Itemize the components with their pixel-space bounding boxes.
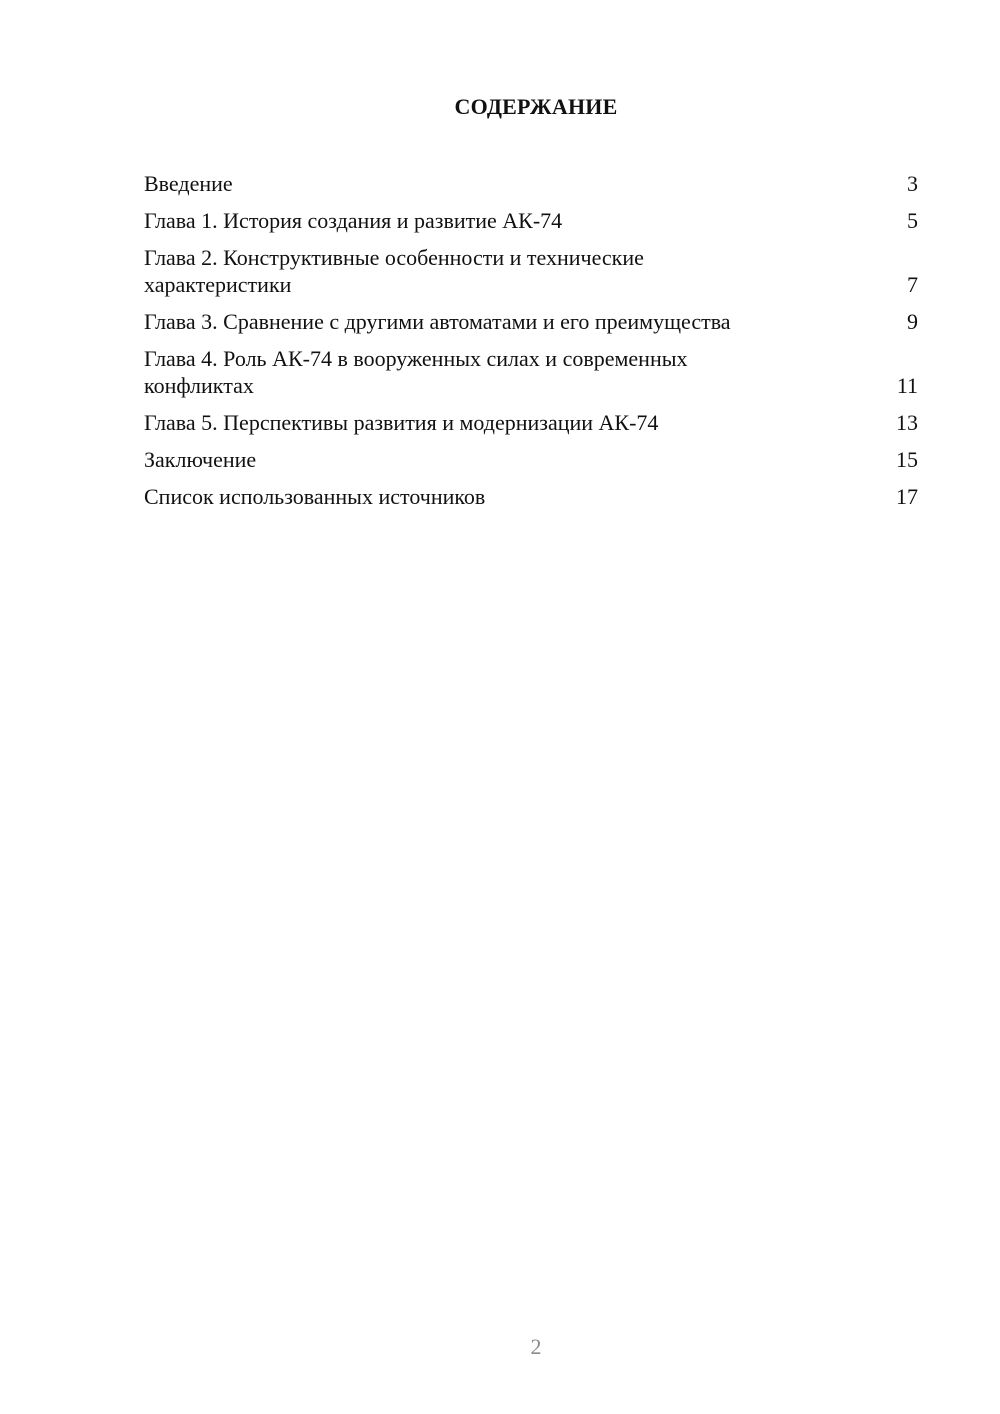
toc-entry-page-number: 13 <box>896 410 918 435</box>
page-title: СОДЕРЖАНИЕ <box>454 94 618 119</box>
toc-entry-page-number: 9 <box>907 309 918 334</box>
toc-entry-label: Глава 5. Перспективы развития и модернизации АК-74 <box>144 410 659 435</box>
toc-entry-page-number: 7 <box>907 272 918 297</box>
toc-entry-label: Глава 4. Роль АК-74 в вооруженных силах и современных конфликтах <box>144 346 688 398</box>
toc-entry-conclusion <box>144 446 918 473</box>
toc-entry-references <box>144 483 918 510</box>
toc-entry-label: Заключение <box>144 447 257 472</box>
toc-entry-chapter-1 <box>144 207 918 234</box>
toc-entry-label: Глава 2. Конструктивные особенности и технические характеристики <box>144 245 644 297</box>
toc-entry-chapter-4 <box>144 345 918 399</box>
table-of-contents <box>144 170 918 520</box>
toc-entry-chapter-3 <box>144 308 918 335</box>
toc-entry-page-number: 3 <box>907 171 918 196</box>
toc-entry-chapter-5 <box>144 409 918 436</box>
toc-entry-introduction <box>144 170 918 197</box>
toc-entry-page-number: 17 <box>896 484 918 509</box>
toc-entry-label: Глава 3. Сравнение с другими автоматами и его преимущества <box>144 309 731 334</box>
toc-entry-label: Глава 1. История создания и развитие АК-74 <box>144 208 563 233</box>
toc-entry-page-number: 15 <box>896 447 918 472</box>
toc-entry-page-number: 5 <box>907 208 918 233</box>
toc-entry-page-number: 11 <box>896 373 918 398</box>
toc-entry-label: Список использованных источников <box>144 484 486 509</box>
page-footer-number: 2 <box>530 1334 542 1359</box>
toc-entry-label: Введение <box>144 171 233 196</box>
toc-entry-chapter-2 <box>144 244 918 298</box>
